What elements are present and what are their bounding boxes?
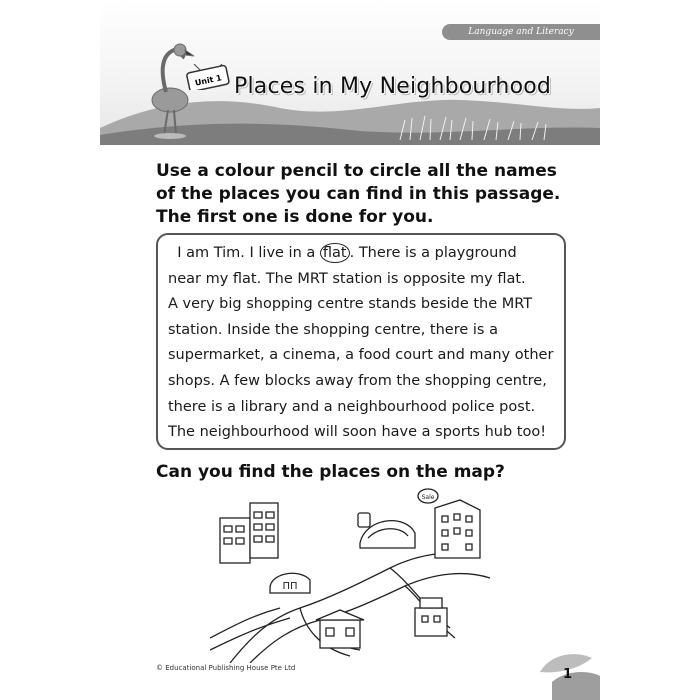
neighbourhood-map <box>210 488 520 663</box>
passage-line: I am Tim. I live in a flat . There is a playground <box>177 245 517 261</box>
passage-line: shops. A few blocks away from the shopping centre, <box>168 372 547 389</box>
circled-word: flat <box>320 243 350 263</box>
page-title: Places in My Neighbourhood <box>234 74 552 99</box>
passage-text <box>168 241 560 446</box>
unit-sign-icon <box>186 64 230 90</box>
passage-line: near my flat. The MRT station is opposite my flat. <box>168 270 526 287</box>
supermarket-building-icon <box>418 489 480 558</box>
map-road <box>210 618 290 650</box>
passage-line: The neighbourhood will soon have a sports hub too! <box>168 424 547 441</box>
passage-line: there is a library and a neighbourhood police post. <box>168 398 536 415</box>
passage-line: station. Inside the shopping centre, there is a <box>168 321 498 338</box>
passage-line: A very big shopping centre stands beside the MRT <box>168 296 533 313</box>
library-building-icon <box>316 610 364 648</box>
unit-label: Unit 1 <box>194 73 223 88</box>
copyright-footer: © Educational Publishing House Pte Ltd <box>156 664 296 672</box>
flats-building-icon <box>220 503 278 563</box>
instructions-text: Use a colour pencil to circle all the names of the places you can find in this passage. The first one is done for you. <box>156 161 561 227</box>
header-hills-illustration <box>100 0 600 145</box>
page-number: 1 <box>562 667 572 682</box>
sale-sign-text: Sale <box>421 494 435 501</box>
passage-line: supermarket, a cinema, a food court and many other <box>168 347 554 364</box>
mrt-station-icon <box>270 573 310 593</box>
police-post-icon <box>415 598 447 636</box>
worksheet-page <box>100 0 600 700</box>
svg-text:ПП: ПП <box>282 581 298 592</box>
map-question: Can you find the places on the map? <box>156 462 505 482</box>
section-tag: Language and Literacy <box>442 24 600 40</box>
shopping-centre-icon <box>358 513 415 548</box>
passage-box <box>156 233 566 450</box>
